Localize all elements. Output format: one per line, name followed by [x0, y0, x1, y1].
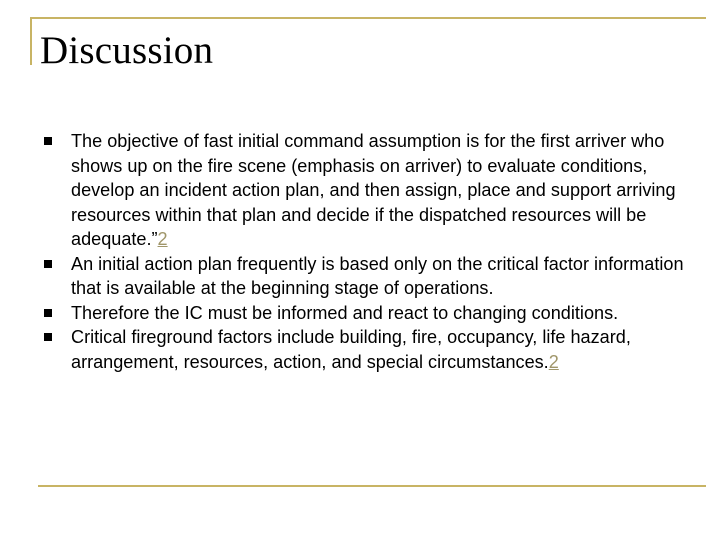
bullet-item [44, 325, 694, 374]
bullet-text: Therefore the IC must be informed and react to changing conditions. [71, 302, 619, 323]
bullet-item [44, 252, 694, 301]
reference-link[interactable]: 2 [157, 229, 168, 249]
bullet-text: An initial action plan frequently is based only on the critical factor information that is available at the beginning stage of operations. [71, 253, 684, 298]
square-bullet-icon [44, 333, 52, 341]
frame-left-rule [30, 17, 32, 65]
frame-bottom-rule [38, 485, 706, 487]
square-bullet-icon [44, 137, 52, 145]
square-bullet-icon [44, 309, 52, 317]
square-bullet-icon [44, 260, 52, 268]
bullet-list [44, 129, 694, 374]
bullet-item [44, 301, 694, 326]
frame-top-rule [30, 17, 706, 19]
bullet-text: The objective of fast initial command assumption is for the first arriver who shows up on the fire scene (emphasis on arriver) to evaluate conditions, develop an incident action plan, and then assign, place and support arriving resources within that plan and decide if the dispatched resources will be adequate.” [71, 131, 676, 249]
slide-title: Discussion [40, 29, 214, 72]
bullet-text: Critical fireground factors include building, fire, occupancy, life hazard, arrangement, resources, action, and special circumstances. [71, 327, 631, 372]
reference-link[interactable]: 2 [548, 351, 559, 372]
bullet-item [44, 129, 694, 252]
